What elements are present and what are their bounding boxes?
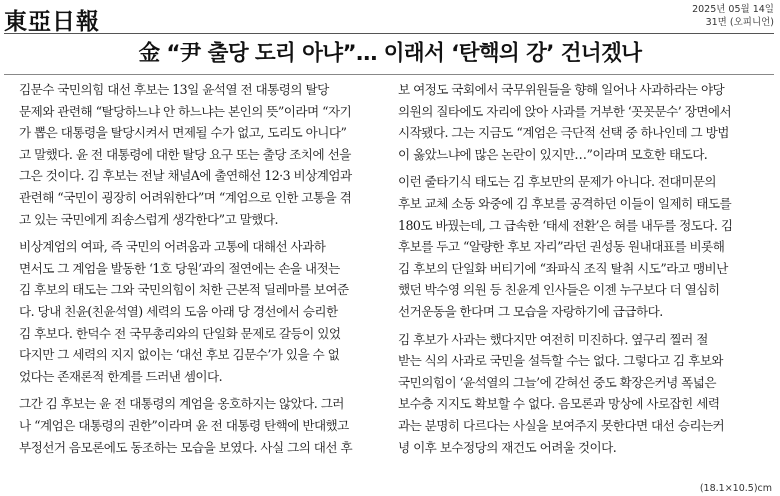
article-text-line: 180도 바꿨는데, 그 급속한 ‘태세 전환’은 혀를 내두를 정도다. 김 bbox=[398, 217, 733, 233]
page-section: 31면 (오피니언) bbox=[705, 17, 774, 28]
article-text-line: 다지만 그 세력의 지지 없이는 ‘대선 후보 김문수’가 있을 수 없 bbox=[19, 347, 340, 363]
article-text-line: 나 “계엄은 대통령의 권한”이라며 윤 전 대통령 탄핵에 반대했고 bbox=[19, 417, 349, 433]
article-text-line: 비상계엄의 여파, 즉 국민의 어려움과 고통에 대해선 사과하 bbox=[19, 239, 326, 255]
article-text-line: 했던 박수영 의원 등 친윤계 인사들은 이젠 누구보다 더 열심히 bbox=[398, 282, 720, 298]
article-text-line: 김 후보의 단일화 버티기에 “좌파식 조직 탈취 시도”라고 맹비난 bbox=[398, 260, 728, 276]
article-text-line: 보 여정도 국회에서 국무위원들을 향해 일어나 사과하라는 야당 bbox=[398, 82, 725, 97]
editorial-headline: 金 “尹 출당 도리 아냐”… 이래서 ‘탄핵의 강’ 건너겠나 bbox=[138, 41, 642, 66]
article-text-line: 가 뽑은 대통령을 탈당시켜서 면제될 수가 없고, 도리도 아니다” bbox=[19, 125, 347, 141]
article-text-line: 녕 이후 보수정당의 재건도 어려울 것이다. bbox=[398, 439, 617, 455]
top-rule bbox=[4, 33, 774, 34]
article-column-left bbox=[19, 79, 389, 458]
article-text-line: 김 후보가 사과는 했다지만 여전히 미진하다. 옆구리 찔러 절 bbox=[398, 331, 708, 347]
article-text-line: 후보 교체 소동 와중에 김 후보를 공격하던 이들이 일제히 태도를 bbox=[398, 195, 732, 211]
issue-meta bbox=[692, 3, 774, 29]
clipping-size-note: (18.1×10.5)cm bbox=[699, 483, 772, 494]
article-text-line: 다. 당내 친윤(친윤석열) 세력의 도움 아래 당 경선에서 승리한 bbox=[19, 303, 338, 319]
headline-rule bbox=[4, 74, 774, 75]
article-text-line: 부정선거 음모론에도 동조하는 모습을 보였다. 사실 그의 대선 후 bbox=[19, 439, 353, 455]
article-text-line: 그간 김 후보는 윤 전 대통령의 계엄을 옹호하지는 않았다. 그러 bbox=[19, 396, 344, 412]
article-text-line: 국민의힘이 ‘윤석열의 그늘’에 갇혀선 중도 확장은커녕 폭넓은 bbox=[398, 374, 717, 390]
article-text-line: 었다는 존재론적 한계를 드러낸 셈이다. bbox=[19, 368, 223, 384]
article-text-line: 고 있는 국민에게 죄송스럽게 생각한다”고 말했다. bbox=[19, 211, 278, 227]
article-text-line: 의원의 질타에도 자리에 앉아 사과를 거부한 ‘꼿꼿문수’ 장면에서 bbox=[398, 103, 732, 119]
article-text-line: 받는 식의 사과로 국민을 설득할 수는 없다. 그렇다고 김 후보와 bbox=[398, 353, 723, 369]
issue-date: 2025년 05월 14일 bbox=[692, 4, 774, 15]
article-text-line: 김문수 국민의힘 대선 후보는 13일 윤석열 전 대통령의 탈당 bbox=[19, 82, 329, 97]
article-text-line: 시작됐다. 그는 지금도 “계엄은 극단적 선택 중 하나인데 그 방법 bbox=[398, 125, 729, 141]
article-column-right bbox=[398, 79, 768, 458]
article-text-line: 김 후보의 태도는 그와 국민의힘이 처한 근본적 딜레마를 보여준 bbox=[19, 282, 349, 298]
article-text-line: 그은 것이다. 김 후보는 전날 채널A에 출연해선 12·3 비상계엄과 bbox=[19, 168, 352, 184]
article-text-line: 이 옳았느냐에 많은 논란이 있지만…”이라며 모호한 태도다. bbox=[398, 146, 708, 162]
article-text-line: 보수층 지지도 확보할 수 없다. 음모론과 망상에 사로잡힌 세력 bbox=[398, 396, 720, 412]
article-text-line: 문제와 관련해 “탈당하느냐 안 하느냐는 본인의 뜻”이라며 “자기 bbox=[19, 103, 352, 119]
article-text-line: 선거운동을 한다며 그 모습을 자랑하기에 급급하다. bbox=[398, 303, 663, 319]
newspaper-masthead: 東亞日報 bbox=[4, 8, 100, 35]
article-text-line: 이런 줄타기식 태도는 김 후보만의 문제가 아니다. 전대미문의 bbox=[398, 174, 717, 190]
article-text-line: 김 후보다. 한덕수 전 국무총리와의 단일화 문제로 갈등이 있었 bbox=[19, 325, 341, 341]
article-text-line: 과는 분명히 다르다는 사실을 보여주지 못한다면 대선 승리는커 bbox=[398, 417, 725, 433]
article-text-line: 면서도 그 계엄을 발동한 ‘1호 당원’과의 절연에는 손을 내젓는 bbox=[19, 260, 340, 276]
article-text-line: 후보를 두고 “알량한 후보 자리”라던 권성동 원내대표를 비롯해 bbox=[398, 239, 725, 255]
article-text-line: 고 말했다. 윤 전 대통령에 대한 탈당 요구 또는 출당 조치에 선을 bbox=[19, 146, 351, 162]
article-text-line: 관련해 “국민이 굉장히 어려워한다”며 “계엄으로 인한 고통을 겪 bbox=[19, 189, 352, 205]
